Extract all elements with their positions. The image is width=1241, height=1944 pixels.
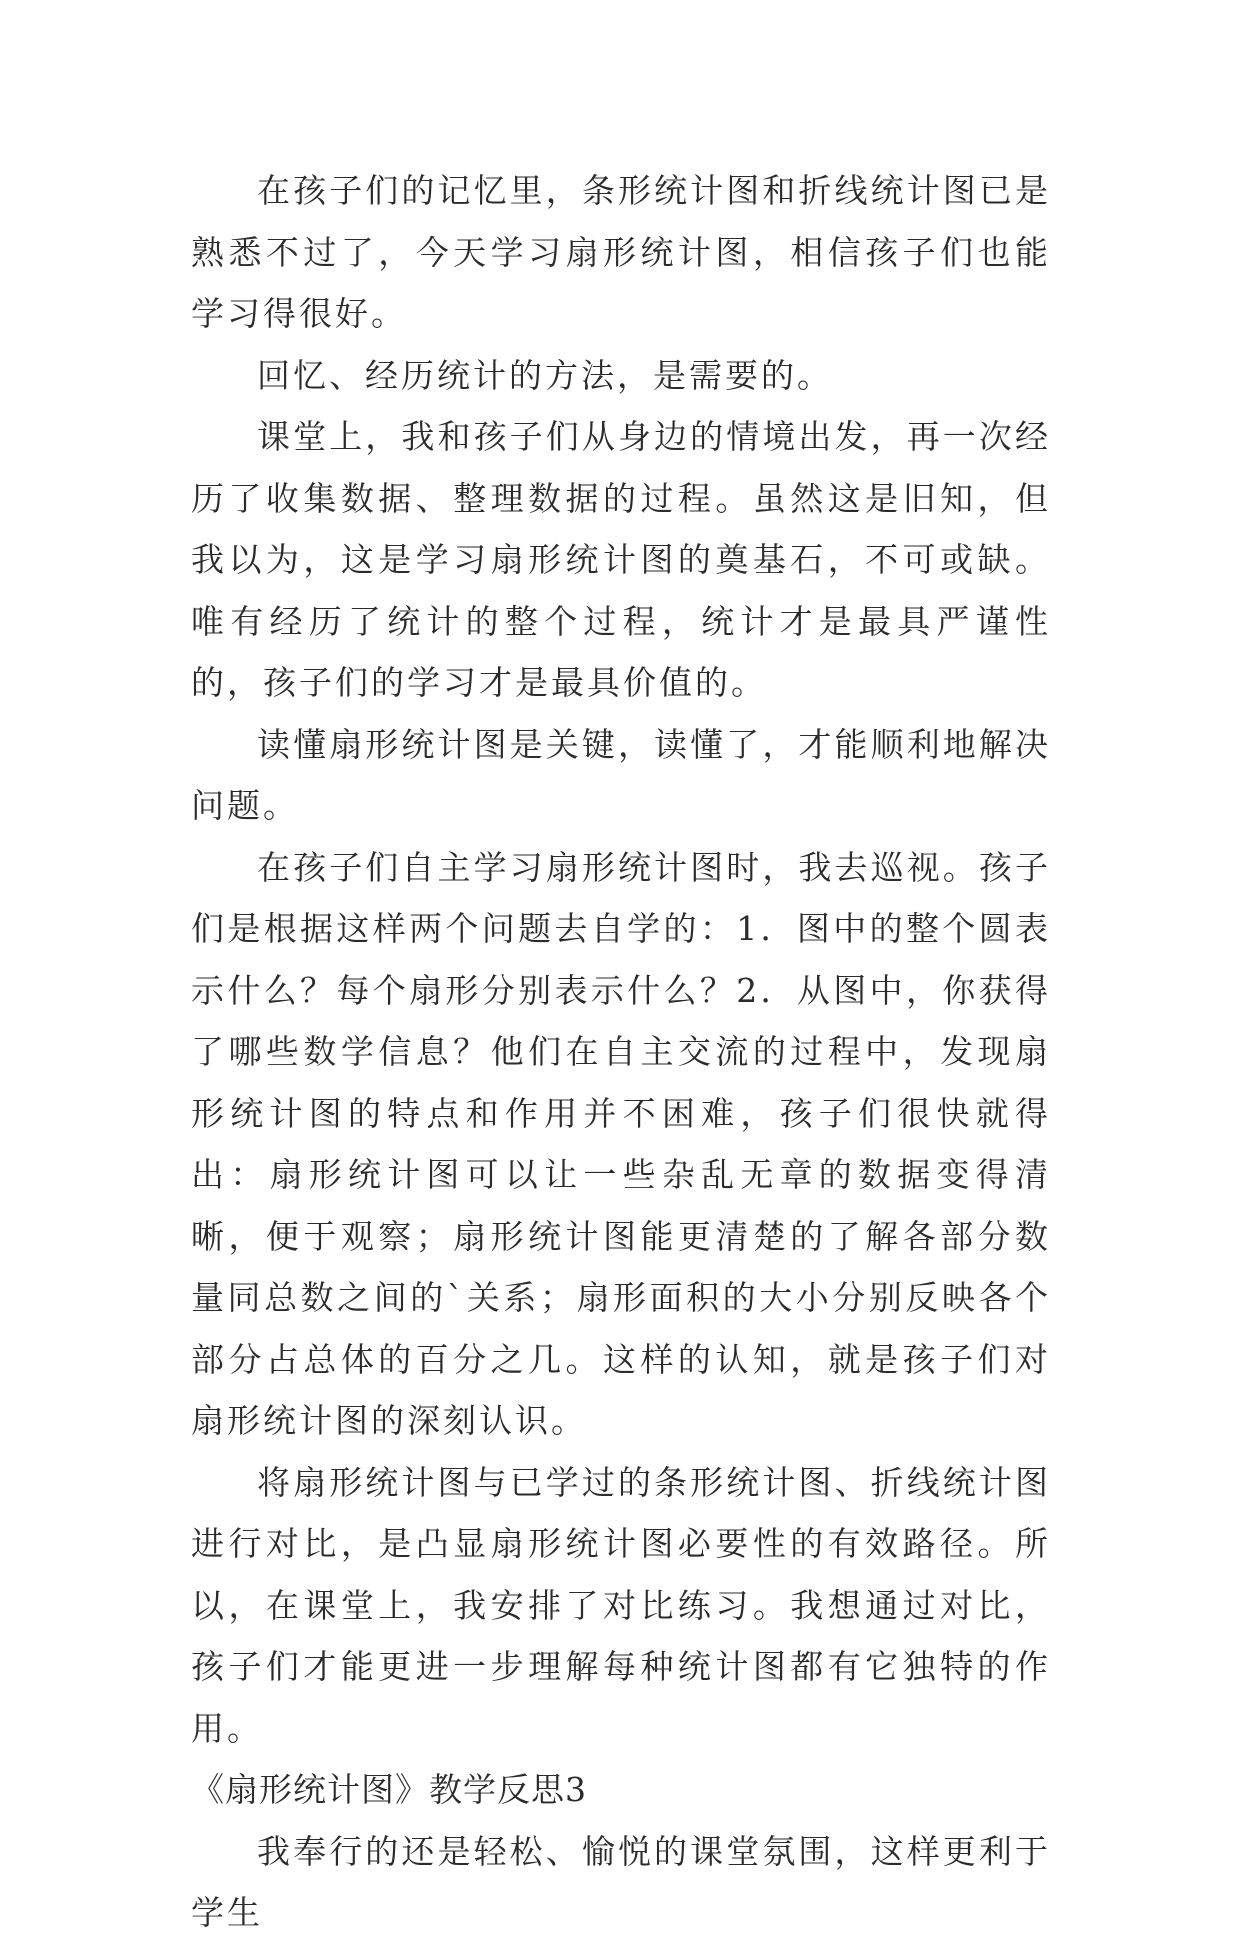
paragraph: 回忆、经历统计的方法，是需要的。 xyxy=(257,355,833,395)
document-body xyxy=(191,160,1051,1944)
paragraph: 在孩子们自主学习扇形统计图时，我去巡视。孩子们是根据这样两个问题去自学的：1．图中的整个圆表示什么？每个扇形分别表示什么？2．从图中，你获得了哪些数学信息？他们在自主交流的过程中，发现扇形统计图的特点和作用并不困难，孩子们很快就得出：扇形统计图可以让一些杂乱无章的数据变得清晰，便于观察；扇形统计图能更清楚的了解各部分数量同总数之间的`关系；扇形面积的大小分别反映各个部分占总体的百分之几。这样的认知，就是孩子们对扇形统计图的深刻认识。 xyxy=(191,847,1051,1440)
paragraph: 读懂扇形统计图是关键，读懂了，才能顺利地解决问题。 xyxy=(191,724,1051,825)
paragraph: 将扇形统计图与已学过的条形统计图、折线统计图进行对比，是凸显扇形统计图必要性的有效路径。所以，在课堂上，我安排了对比练习。我想通过对比，孩子们才能更进一步理解每种统计图都有它独特的作用。 xyxy=(191,1462,1051,1748)
paragraph: 在孩子们的记忆里，条形统计图和折线统计图已是熟悉不过了，今天学习扇形统计图，相信孩子们也能学习得很好。 xyxy=(191,171,1051,333)
paragraph: 我奉行的还是轻松、愉悦的课堂氛围，这样更利于学生 xyxy=(191,1831,1051,1932)
paragraph: 课堂上，我和孩子们从身边的情境出发，再一次经历了收集数据、整理数据的过程。虽然这是旧知，但我以为，这是学习扇形统计图的奠基石，不可或缺。唯有经历了统计的整个过程，统计才是最具严谨性的，孩子们的学习才是最具价值的。 xyxy=(191,417,1051,702)
section-heading: 《扇形统计图》教学反思3 xyxy=(191,1770,587,1809)
